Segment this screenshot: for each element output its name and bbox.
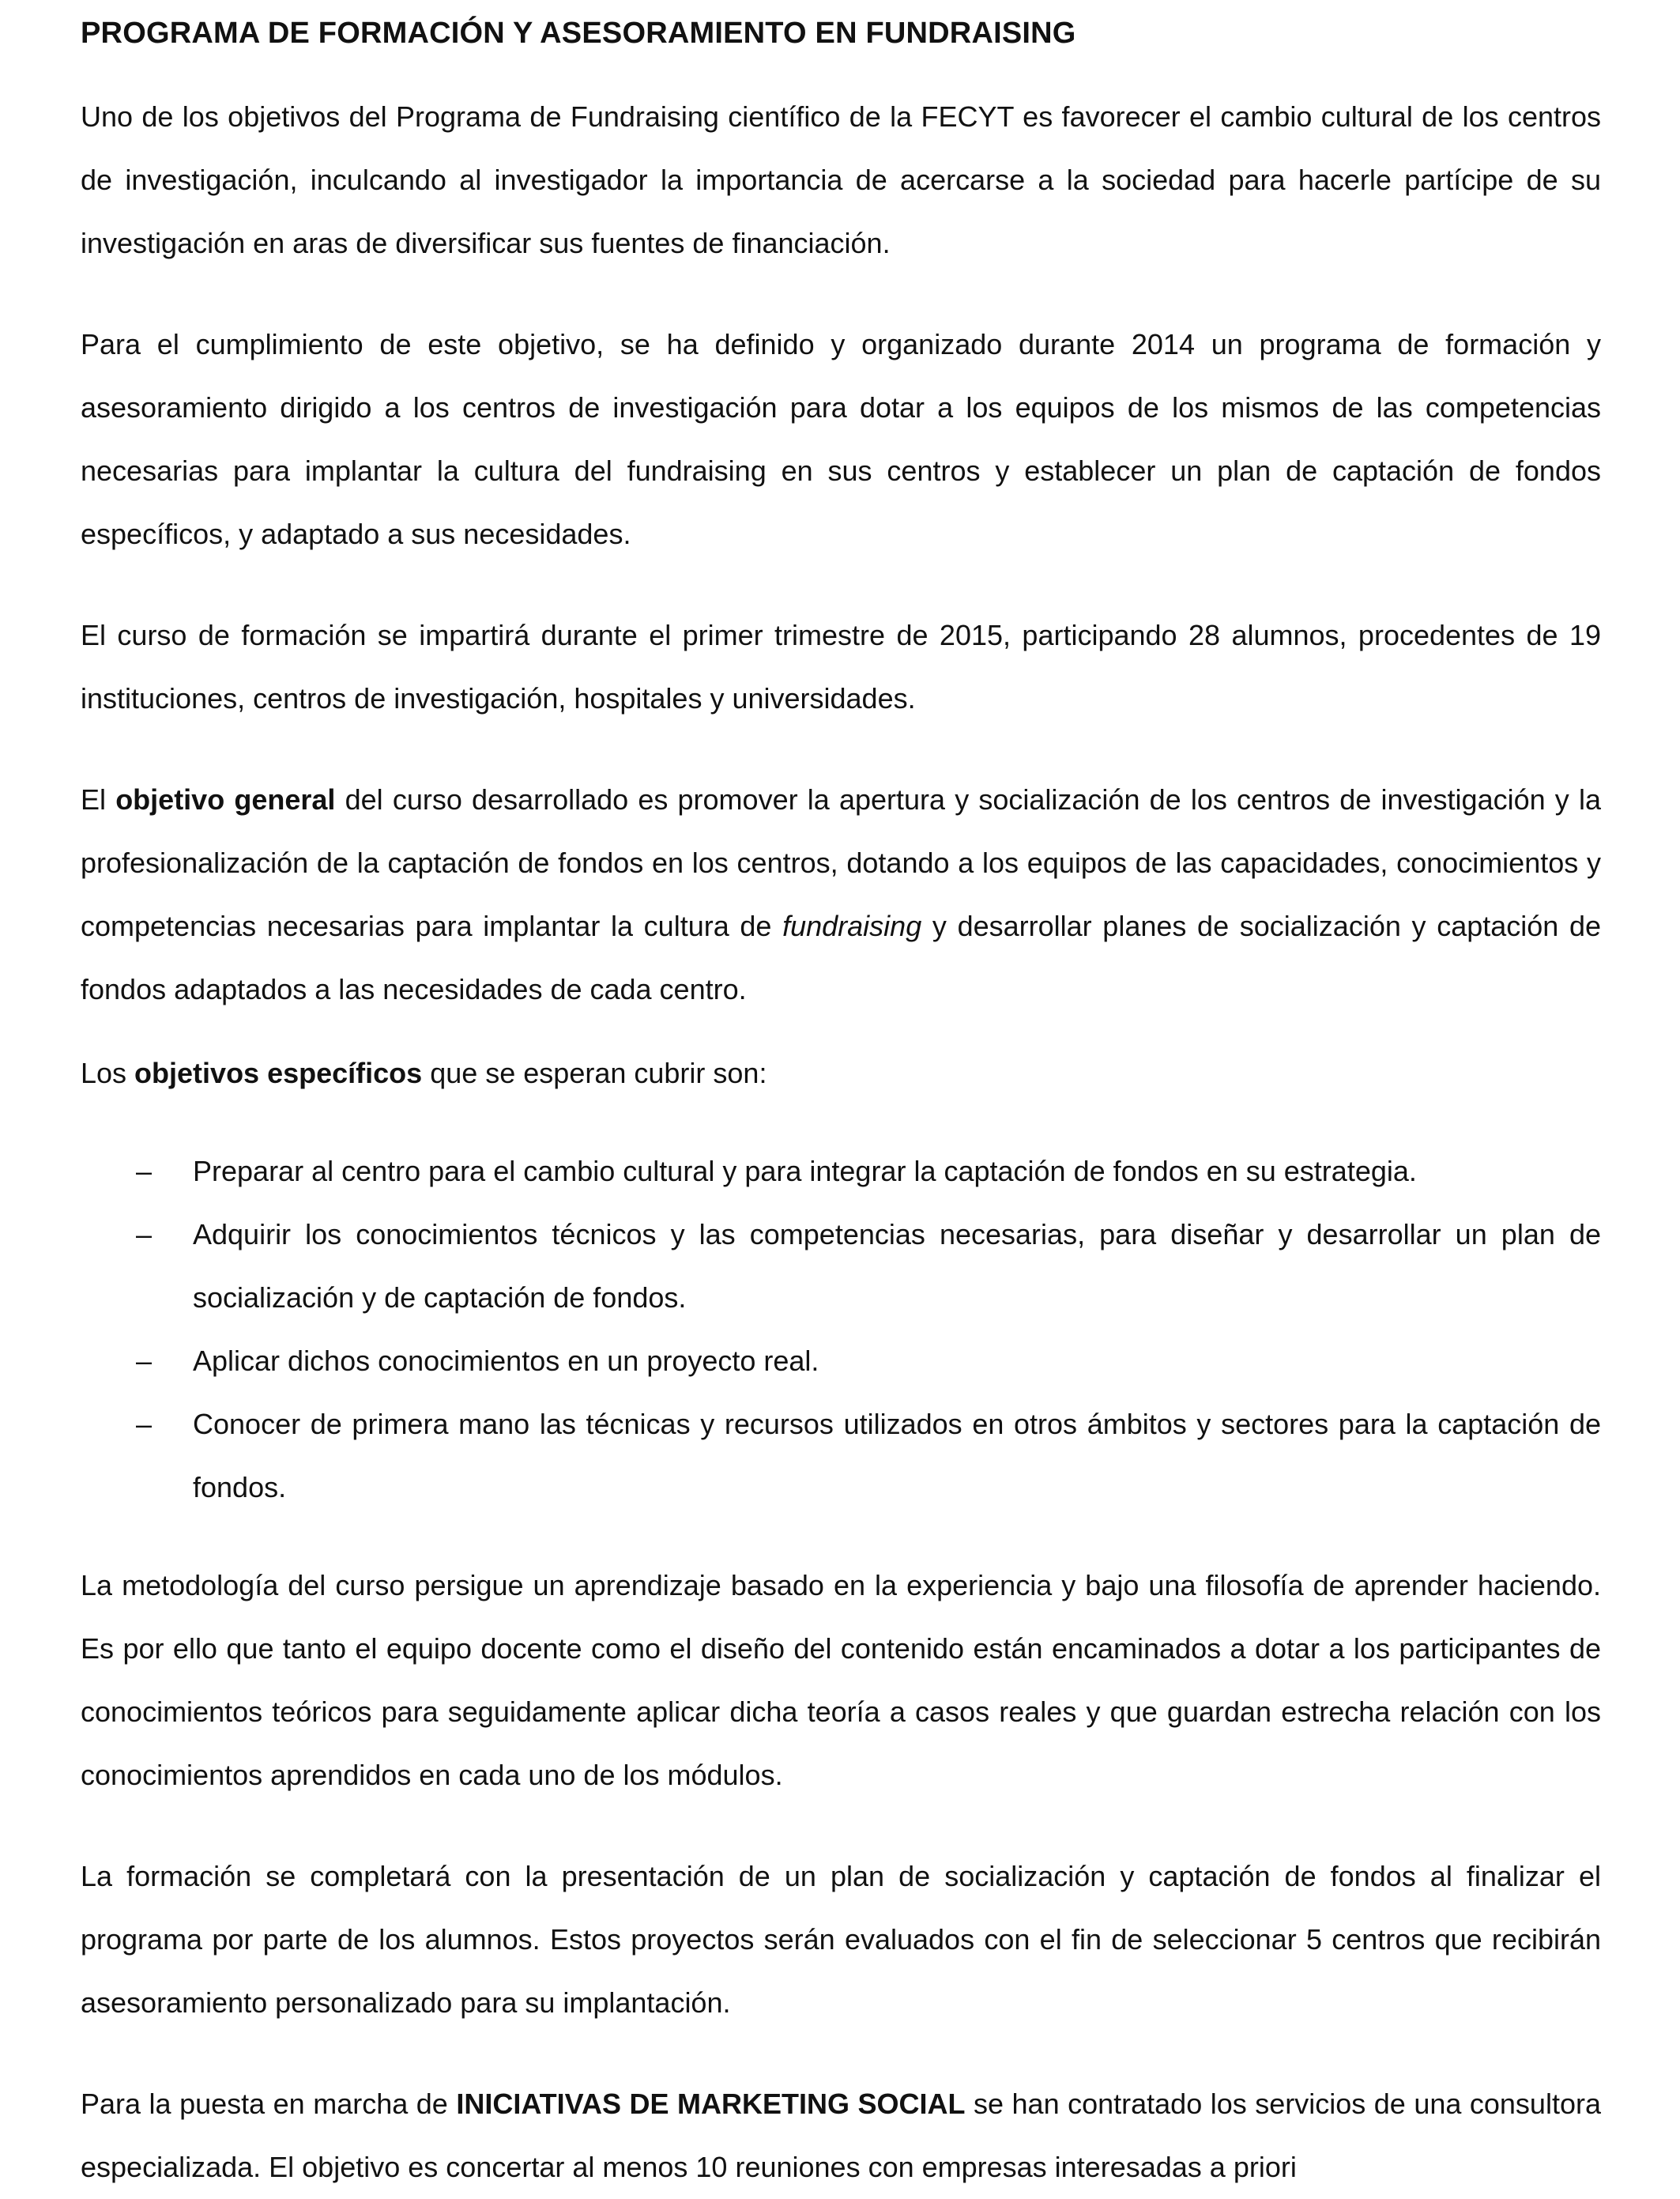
text-run: del curso desarrollado es promover la apertura y socialización de los centros de investigación y la profesionalización de la captación de fondos en los centros, dotando a los equipos de las capacidades, conocimientos y competencias necesarias para implantar la cultura de [81,783,1601,942]
list-item [81,1140,1601,1203]
text-run: Para la puesta en marcha de [81,2088,457,2120]
paragraph-marketing-social [81,2073,1601,2199]
objetivos-list [81,1140,1601,1519]
list-item [81,1393,1601,1519]
text-run: se han contratado los servicios de una consultora especializada. El objetivo es concertar al menos 10 reuniones con empresas interesadas a priori [81,2088,1601,2183]
paragraph-objetivos-especificos [81,1042,1601,1105]
text-run: que se esperan cubrir son: [422,1057,767,1089]
list-item-text: Aplicar dichos conocimientos en un proyecto real. [193,1345,819,1377]
list-item-text: Conocer de primera mano las técnicas y recursos utilizados en otros ámbitos y sectores para la captación de fondos. [193,1408,1601,1503]
dash-bullet: – [136,1345,153,1377]
text-run: y desarrollar planes de socialización y captación de fondos adaptados a las necesidades de cada centro. [81,910,1602,1005]
dash-bullet: – [136,1408,153,1440]
text-run: Los [81,1057,135,1089]
list-item [81,1330,1601,1393]
paragraph-objetivo-general [81,768,1601,1021]
paragraph-metodologia: La metodología del curso persigue un aprendizaje basado en la experiencia y bajo una filosofía de aprender haciendo. Es por ello que tanto el equipo docente como el diseño del contenido están encaminados a dotar a los participantes de conocimientos teóricos para seguidamente aplicar dicha teoría a casos reales y que guardan estrecha relación con los conocimientos aprendidos en cada uno de los módulos. [81,1569,1601,1791]
text-run: El [81,783,116,816]
list-item [81,1203,1601,1330]
paragraph-cumplimiento-objetivo: Para el cumplimiento de este objetivo, se ha definido y organizado durante 2014 un programa de formación y asesoramiento dirigido a los centros de investigación para dotar a los equipos de los mismos de las competencias necesarias para implantar la cultura del fundraising en sus centros y establecer un plan de captación de fondos específicos, y adaptado a sus necesidades. [81,328,1601,550]
bold-term-objetivos-especificos: objetivos específicos [134,1057,423,1089]
dash-bullet: – [136,1218,153,1250]
paragraph-objetivo-programa: Uno de los objetivos del Programa de Fundraising científico de la FECYT es favorecer el cambio cultural de los centros de investigación, inculcando al investigador la importancia de acercarse a la sociedad para hacerle partícipe de su investigación en aras de diversificar sus fuentes de financiación. [81,100,1601,259]
italic-term-fundraising: fundraising [782,910,922,942]
dash-bullet: – [136,1155,153,1187]
document-title: PROGRAMA DE FORMACIÓN Y ASESORAMIENTO EN FUNDRAISING [81,17,1076,50]
list-item-text: Preparar al centro para el cambio cultural y para integrar la captación de fondos en su estrategia. [193,1155,1417,1187]
bold-term-objetivo-general: objetivo general [115,783,336,816]
paragraph-curso-formacion: El curso de formación se impartirá durante el primer trimestre de 2015, participando 28 alumnos, procedentes de 19 instituciones, centros de investigación, hospitales y universidades. [81,619,1601,715]
list-item-text: Adquirir los conocimientos técnicos y las competencias necesarias, para diseñar y desarrollar un plan de socialización y de captación de fondos. [193,1218,1601,1314]
bold-term-marketing-social: INICIATIVAS DE MARKETING SOCIAL [456,2088,966,2120]
paragraph-formacion-completara: La formación se completará con la presentación de un plan de socialización y captación de fondos al finalizar el programa por parte de los alumnos. Estos proyectos serán evaluados con el fin de seleccionar 5 centros que recibirán asesoramiento personalizado para su implantación. [81,1860,1601,2019]
